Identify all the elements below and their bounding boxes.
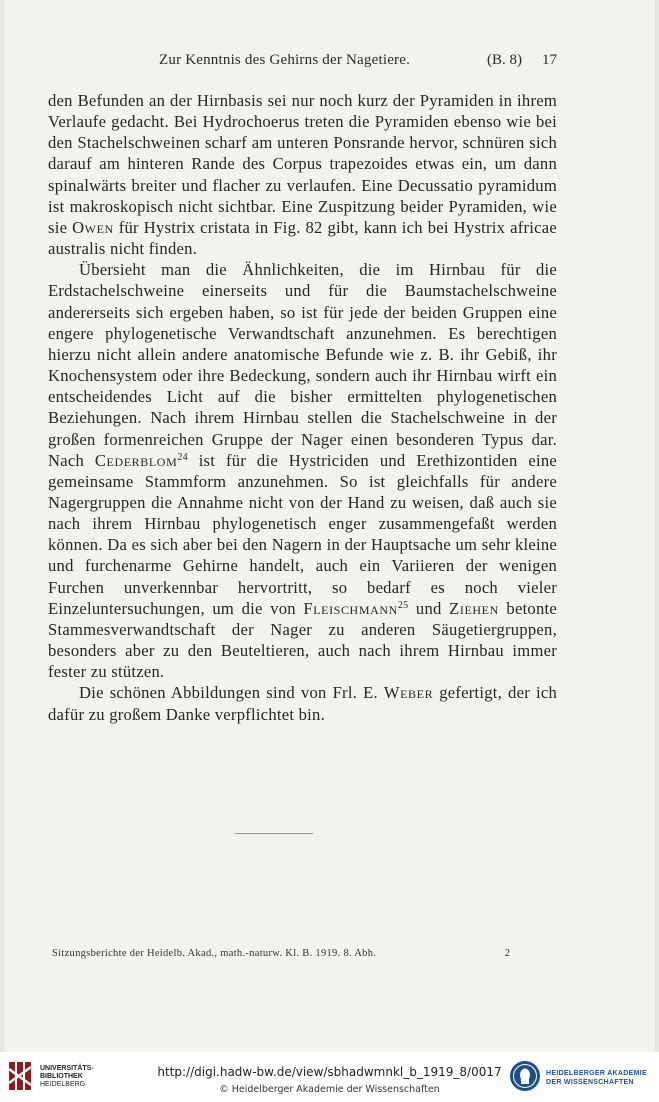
paragraph-1 (48, 90, 557, 259)
text-run: gefertigt, der ich dafür zu großem Danke verpflichtet bin. (48, 683, 557, 724)
section-rule (235, 833, 313, 834)
text-run: für Hystrix cristata in Fig. 82 gibt, kann ich bei Hystrix africae australis nicht finden. (48, 217, 557, 259)
copyright-notice: © Heidelberger Akademie der Wissenschaften (219, 1084, 440, 1095)
running-head-section: (B. 8) (487, 52, 522, 68)
author-name: Ziehen (449, 598, 499, 618)
page-number: 17 (542, 52, 557, 68)
body-text (48, 90, 557, 725)
running-head-title: Zur Kenntnis des Gehirns der Nagetiere. (159, 52, 411, 68)
paragraph-3 (48, 682, 557, 724)
digitization-bar (0, 1052, 659, 1102)
text-run: ist für die Hystriciden und Erethizontiden eine gemeinsame Stammform anzunehmen. So ist gleichfalls für andere Nagergruppen die Annahme nicht von der Hand zu weisen, daß auch sie nach ihrem Hirnbau phylogenetisch enger zusammengefaßt werden können. Da es sich aber bei den Nagern in der Hauptsache um sehr kleine und furchenarme Gehirne handelt, auch ein Variieren der wenigen Furchen unverkennbar hervortritt, so bedarf es noch vieler Einzeluntersuchungen, um die von (48, 450, 557, 618)
paragraph-2 (48, 259, 557, 682)
running-head (32, 52, 557, 72)
academy-line-2: DER WISSENSCHAFTEN (546, 1079, 634, 1086)
library-line-2: BIBLIOTHEK (40, 1073, 83, 1080)
text-run: den Befunden an der Hirnbasis sei nur noch kurz der Pyramiden in ihrem Verlaufe gedacht. Bei Hydrochoerus treten die Pyramiden ebenso wie bei den Stachelschweinen scharf am unteren Ponsrande hervor, schnüren sich darauf am hinteren Rande des Corpus trapezoides etwas ein, um dann spinalwärts breiter und flacher zu verlaufen. Eine Decussatio pyramidum ist makroskopisch nicht sichtbar. Eine Zuspitzung beider Pyramiden, wie sie (48, 91, 557, 237)
footnote-ref: 25 (397, 599, 409, 611)
text-run: Übersieht man die Ähnlichkeiten, die im Hirnbau für die Erdstachelschweine einerseits und für die Baumstachelschweine andererseits sich ergeben haben, so ist für jede der beiden Gruppen eine engere phylogenetische Verwandtschaft anzunehmen. Es berechtigen hierzu nicht allein andere anatomische Befunde wie z. B. ihr Gebiß, ihr Knochensystem oder ihre Bedeckung, sondern auch ihr Hirnbau wirft ein entscheidendes Licht auf die bisher ermittelten phylogenetischen Beziehungen. Nach ihrem Hirnbau stellen die Stachelschweine in der großen formenreichen Gruppe der Nager einen besonderen Typus dar. Nach (48, 260, 557, 470)
academy-line-1: HEIDELBERGER AKADEMIE (546, 1070, 647, 1077)
footnote-ref: 24 (177, 451, 188, 463)
author-name: Owen (72, 217, 114, 237)
page-footer (52, 948, 510, 962)
footer-citation: Sitzungsberichte der Heidelb. Akad., math.-naturw. Kl. B. 1919. 8. Abh. (52, 948, 377, 959)
author-name: Cederblom (94, 450, 178, 470)
author-name: Weber (383, 683, 434, 703)
signature-mark: 2 (504, 948, 510, 959)
library-line-3: HEIDELBERG (40, 1081, 86, 1088)
academy-name (546, 1069, 647, 1087)
text-run: und (408, 598, 450, 618)
academy-seal-icon (509, 1060, 541, 1092)
author-name: Fleischmann (303, 598, 398, 618)
text-run: Die schönen Abbildungen sind von Frl. E. (79, 683, 384, 703)
document-page (4, 0, 655, 1052)
permalink-url[interactable]: http://digi.hadw-bw.de/view/sbhadwmnkl_b_1919_8/0017 (157, 1065, 502, 1079)
library-line-1: UNIVERSITÄTS- (40, 1065, 94, 1072)
text-run: betonte Stammesverwandtschaft der Nager zu anderen Säugetiergruppen, besonders aber zu den Beuteltieren, auch nach ihrem Hirnbau immer fester zu stützen. (48, 598, 557, 682)
